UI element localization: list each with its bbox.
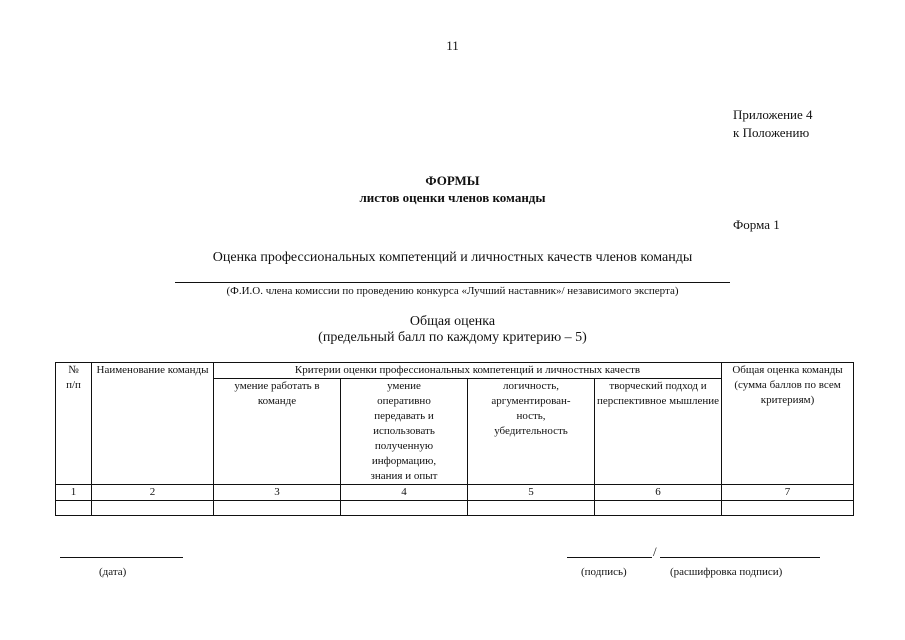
signature-caption: (подпись) [581, 566, 627, 578]
table-cell [722, 501, 854, 516]
criterion-teamwork: умение работать в команде [214, 379, 341, 485]
commission-name-line [175, 282, 730, 283]
column-number-cell: 1 [56, 485, 92, 501]
table-header-row [56, 363, 854, 379]
forms-subtitle: листов оценки членов команды [359, 190, 546, 205]
column-number-cell: 4 [341, 485, 468, 501]
signature-slash: / [653, 544, 657, 559]
table-cell [595, 501, 722, 516]
score-title-line-1: Общая оценка [409, 314, 496, 329]
table-cell [214, 501, 341, 516]
form-number: Форма 1 [733, 217, 780, 232]
header-number [56, 363, 92, 485]
signature-decode-caption: (расшифровка подписи) [670, 566, 783, 578]
column-number-cell: 3 [214, 485, 341, 501]
appendix-note [733, 106, 813, 142]
forms-heading [0, 172, 905, 206]
header-total: Общая оценка команды (сумма баллов по всем критериям) [722, 363, 854, 485]
evaluation-title: Оценка профессиональных компетенций и личностных качеств членов команды [212, 250, 693, 265]
column-number-cell: 7 [722, 485, 854, 501]
header-team: Наименование команды [92, 363, 214, 485]
date-line [60, 557, 183, 558]
table-row [56, 501, 854, 516]
page-number: 11 [446, 38, 459, 53]
header-number-abbr: п/п [66, 379, 81, 391]
criterion-logic: логичность, аргументирован-ность, убедительность [468, 379, 595, 485]
table-cell [92, 501, 214, 516]
criterion-information: умение оперативно передавать и использовать полученную информацию, знания и опыт [341, 379, 468, 485]
table-row [56, 485, 854, 501]
table-cell [341, 501, 468, 516]
score-title-line-2: (предельный балл по каждому критерию – 5) [318, 330, 587, 345]
date-caption: (дата) [99, 566, 127, 578]
table-cell [468, 501, 595, 516]
column-number-cell: 2 [92, 485, 214, 501]
table-cell [56, 501, 92, 516]
appendix-line-2: к Положению [733, 125, 810, 140]
appendix-line-1: Приложение 4 [733, 107, 813, 122]
forms-title: ФОРМЫ [425, 173, 480, 188]
signature-decode-line [660, 557, 820, 558]
signature-line [567, 557, 652, 558]
commission-caption: (Ф.И.О. члена комиссии по проведению конкурса «Лучший наставник»/ независимого эксперта) [226, 285, 679, 297]
evaluation-table [55, 362, 854, 516]
header-number-sign: № [68, 364, 79, 376]
column-number-cell: 6 [595, 485, 722, 501]
score-title [0, 314, 905, 346]
header-criteria: Критерии оценки профессиональных компетенций и личностных качеств [214, 363, 722, 379]
column-number-cell: 5 [468, 485, 595, 501]
criterion-creativity: творческий подход и перспективное мышление [595, 379, 722, 485]
